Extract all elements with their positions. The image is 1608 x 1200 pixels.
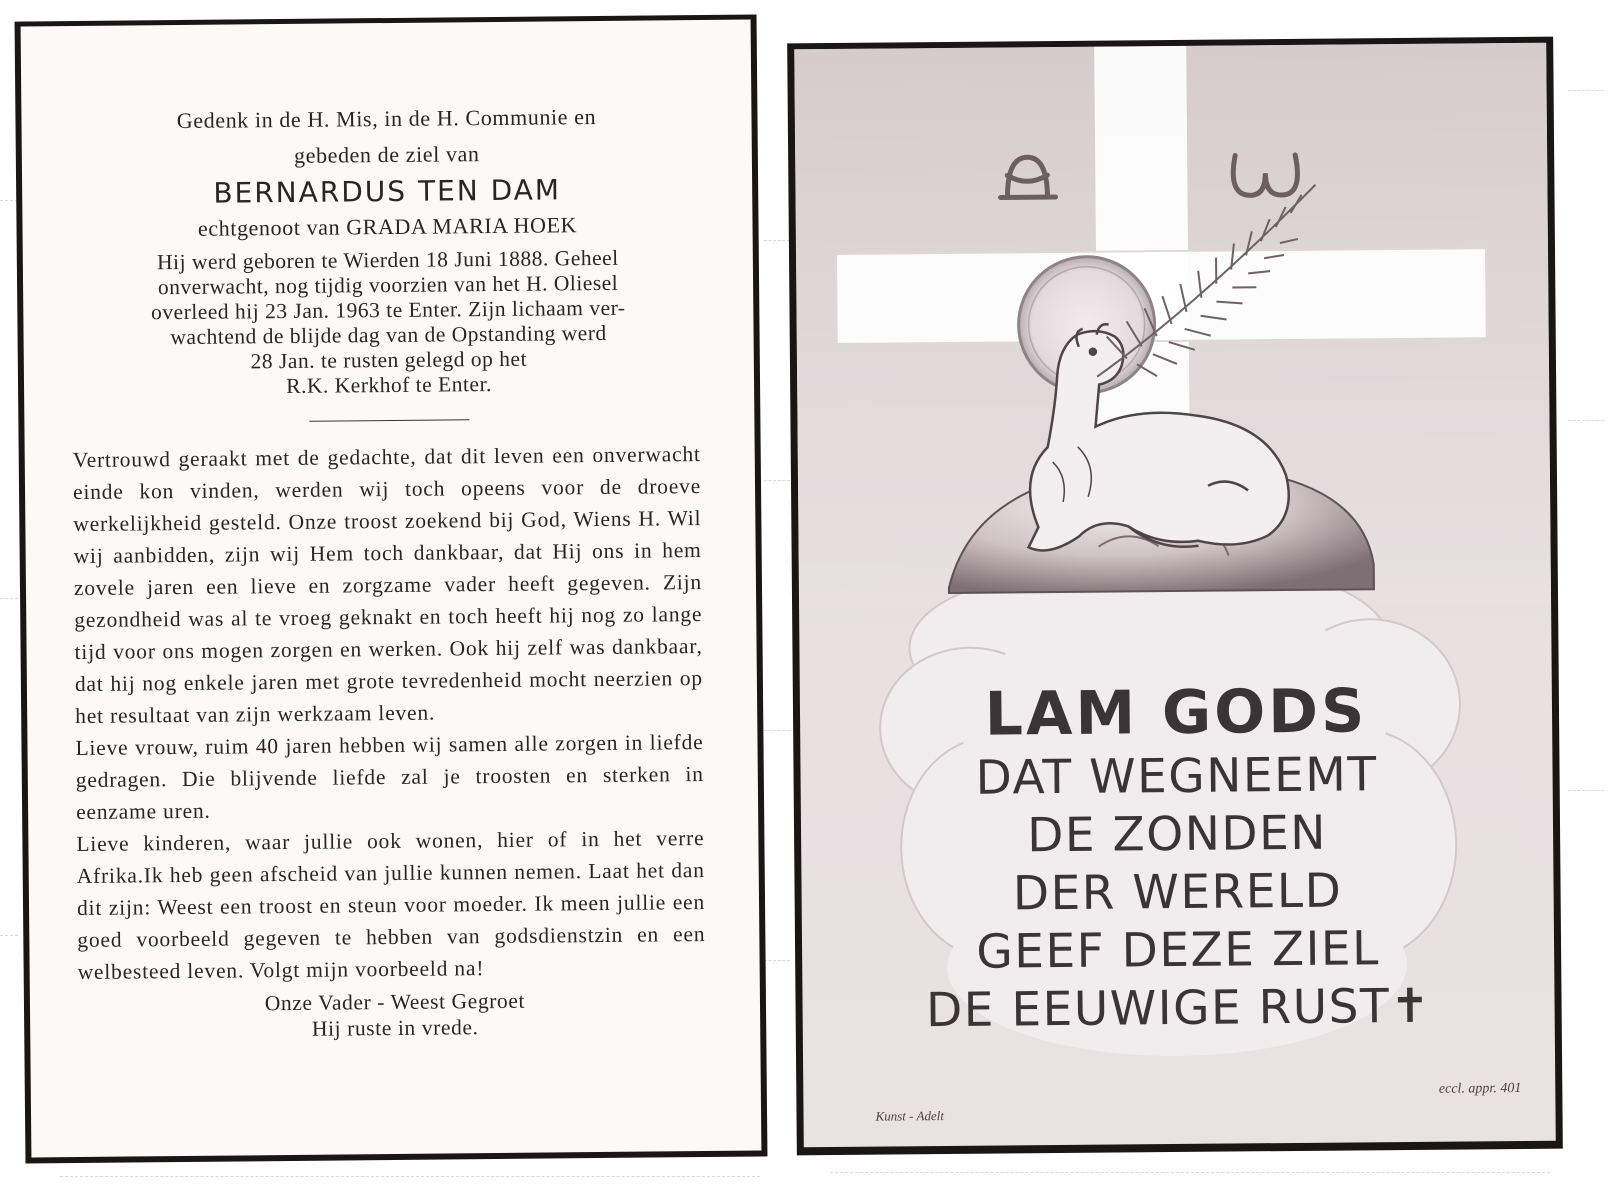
verse-line: GEEF DEZE ZIEL [976, 921, 1381, 980]
scan-artifact [60, 1176, 760, 1177]
biography-line: onverwacht, nog tijdig voorzien van het H. Oliesel [157, 270, 619, 300]
ecclesiastical-approval: eccl. appr. 401 [1438, 1080, 1522, 1097]
farewell-paragraph: Lieve vrouw, ruim 40 jaren hebben wij samen alle zorgen in liefde gedragen. Die blijvende liefde zal je troosten en sterken in eenzame uren. [75, 730, 704, 825]
publisher-credit: Kunst - Adelt [875, 1108, 944, 1124]
scan-artifact [1568, 790, 1604, 791]
memorial-card-picture-side [787, 37, 1563, 1156]
scan-artifact [0, 598, 18, 599]
scan-artifact [830, 1172, 1550, 1173]
scan-artifact [764, 480, 790, 481]
biography-line: Hij werd geboren te Wierden 18 Juni 1888. Geheel [156, 245, 619, 275]
scan-artifact [1568, 420, 1604, 421]
card-paper [794, 43, 1556, 1148]
card-paper [21, 20, 762, 1158]
devotional-verse [800, 675, 1555, 1042]
biography-block [71, 245, 706, 401]
closing-prayer [78, 986, 712, 1044]
intro-line: gebeden de ziel van [293, 141, 480, 168]
farewell-paragraph: Lieve kinderen, waar jullie ook wonen, hier of in het verre Afrika.Ik heb geen afscheid van jullie kunnen nemen. Laat het dan dit zijn: Weest een troost en steun voor moeder. Ik meen jullie een goed voorbeeld gegeven te hebben van godsdienstzin en een welbesteed leven. Volgt mijn voorbeeld na! [76, 826, 706, 985]
biography-line: wachtend de blijde dag van de Opstanding werd [170, 320, 607, 350]
farewell-paragraph: Vertrouwd geraakt met de gedachte, dat dit leven een onverwacht einde kon vinden, werden wij toch opeens voor de droeve werkelijkheid gesteld. Onze troost zoekend bij God, Wiens H. Wil wij aanbidden, zijn wij Hem toch dankbaar, dat Hij ons in hem zovele jaren een lieve en zorgzame vader heeft gegeven. Zijn gezondheid was al te vroeg geknakt en toch heeft hij nog zo lange tijd voor ons mogen zorgen en werken. Ook hij zelf was dankbaar, dat hij nog enkele jaren met grote tevredenheid mocht neerzien op het resultaat van zijn werkzaam leven. [72, 442, 703, 729]
verse-line: DER WERELD [1012, 863, 1343, 922]
memorial-card-text-side [15, 14, 768, 1163]
spouse-line: echtgenoot van GRADA MARIA HOEK [197, 212, 578, 241]
scan-artifact [1568, 90, 1604, 91]
farewell-text [73, 438, 712, 988]
deceased-name: BERNARDUS TEN DAM [213, 173, 562, 210]
intro-text [69, 98, 704, 176]
verse-line: DE EEUWIGE RUST✝ [925, 978, 1432, 1039]
rest-line: Hij ruste in vrede. [311, 1015, 479, 1041]
biography-line: overleed hij 23 Jan. 1963 te Enter. Zijn lichaam ver- [150, 295, 626, 325]
scan-artifact [764, 240, 790, 241]
prayer-line: Onze Vader - Weest Gegroet [264, 988, 526, 1016]
biography-line: 28 Jan. te rusten gelegd op het [250, 346, 528, 374]
divider-rule [309, 419, 469, 422]
verse-line: DE ZONDEN [1026, 805, 1328, 864]
verse-line: LAM GODS [984, 676, 1368, 750]
biography-line: R.K. Kerkhof te Enter. [286, 372, 492, 398]
intro-line: Gedenk in de H. Mis, in de H. Communie en [176, 104, 597, 134]
scan-artifact [764, 960, 790, 961]
scan-artifact [0, 935, 18, 936]
scan-artifact [764, 730, 790, 731]
verse-line: DAT WEGNEEMT [975, 747, 1378, 806]
